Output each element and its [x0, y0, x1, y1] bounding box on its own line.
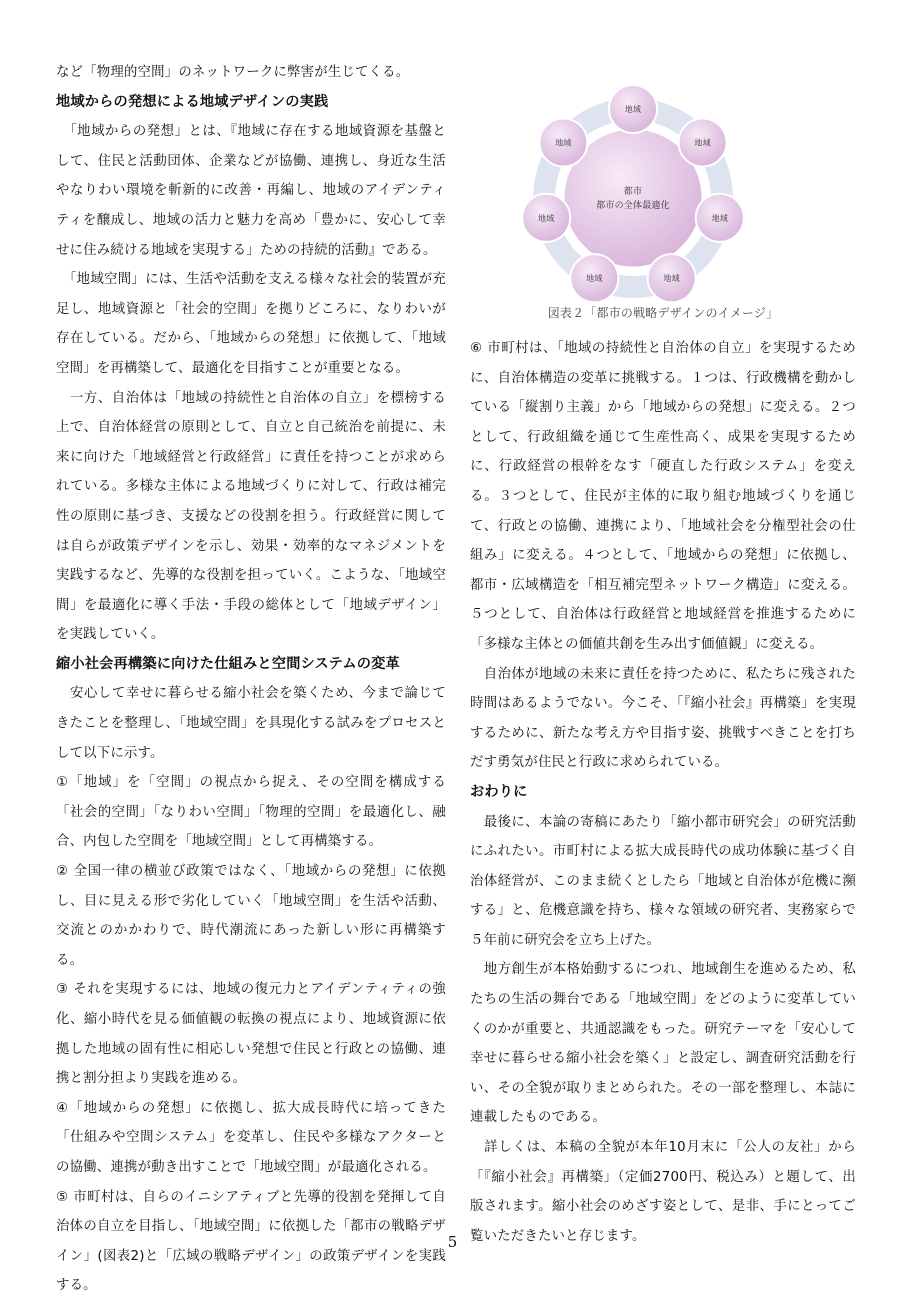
satellite-label: 地域: [663, 274, 680, 284]
paragraph: 最後に、本論の寄稿にあたり「縮小都市研究会」の研究活動にふれたい。市町村による拡大成長時代の成功体験に基づく自治体経営が、このまま続くとしたら「地域と自治体が危機に瀕する」と、危機意識を持ち、様々な領域の研究者、実務家らで５年前に研究会を立ち上げた。: [470, 814, 856, 948]
list-item: ①「地域」を「空間」の視点から捉え、その空間を構成する「社会的空間」「なりわい空間」「物理的空間」を最適化し、融合、内包した空間を「地域空間」として再構築する。: [56, 775, 446, 850]
paragraph: 「地域空間」には、生活や活動を支える様々な社会的装置が充足し、地域資源と「社会的空間」を拠りどころに、なりわいが存在している。だから、「地域からの発想」に依拠して、「地域空間」を再構築して、最適化を目指すことが重要となる。: [56, 272, 446, 376]
center-label-line2: 都市の全体最適化: [596, 201, 670, 211]
list-item: ⑤ 市町村は、自らのイニシアティブと先導的役割を発揮して自治体の自立を目指し、「地域空間」に依拠した「都市の戦略デザイン」(図表2)と「広域の戦略デザイン」の政策デザインを実践する。: [56, 1189, 446, 1294]
page-number: 5: [447, 1233, 458, 1251]
list-item: ③ それを実現するには、地域の復元力とアイデンティティの強化、縮小時代を見る価値観の転換の視点により、地域資源に依拠した地域の固有性に相応しい発想で住民と行政との協働、連携と割分担より実践を進める。: [56, 982, 446, 1087]
paragraph: 安心して幸せに暮らせる縮小社会を築くため、今まで論じてきたことを整理し、「地域空間」を具現化する試みをプロセスとして以下に示す。: [56, 686, 446, 761]
section-heading-conclusion: おわりに: [470, 783, 528, 800]
list-item: ② 全国一律の横並び政策ではなく、「地域からの発想」に依拠し、目に見える形で劣化していく「地域空間」を生活や活動、交流とのかかわりで、時代潮流にあった新しい形に再構築する。: [56, 864, 446, 968]
satellite-label: 地域: [538, 213, 555, 223]
paragraph: など「物理的空間」のネットワークに弊害が生じてくる。: [56, 65, 410, 80]
paragraph: 地方創生が本格始動するにつれ、地域創生を進めるため、私たちの生活の舞台である「地域空間」をどのように変革していくのかが重要と、共通認識をもった。研究テーマを「安心して幸せに暮らせる縮小社会を築く」と設定し、調査研究活動を行い、その全貌が取りまとめられた。その一部を整理し、本誌に連載したものである。: [470, 962, 856, 1126]
paragraph: 自治体が地域の未来に責任を持つために、私たちに残された時間はあるようでない。今こそ、「『縮小社会』再構築」を実現するために、新たな考え方や目指す姿、挑戦すべきことを打ちだす勇気が住民と行政に求められている。: [470, 666, 856, 771]
satellite-label: 地域: [555, 138, 572, 148]
section-heading-regional-design: 地域からの発想による地域デザインの実践: [56, 93, 329, 110]
paragraph: 詳しくは、本稿の全貌が本年10月末に「公人の友社」から「『縮小社会』再構築」（定価2700円、税込み）と題して、出版されます。縮小社会のめざす姿として、是非、手にとってご覧いただきたいと存じます。: [470, 1140, 856, 1244]
paragraph: 一方、自治体は「地域の持続性と自治体の自立」を標榜する上で、自治体経営の原則として、自立と自己統治を前提に、未来に向けた「地域経営と行政経営」に責任を持つことが求められている。多様な主体による地域づくりに対して、行政は補完性の原則に基づき、支援などの役割を担う。行政経営に関しては自らが政策デザインを示し、効果・効率的なマネジメントを実践するなど、先導的な役割を担っていく。こような、「地域空間」を最適化に導く手法・手段の総体として「地域デザイン」を実践していく。: [56, 390, 446, 643]
satellite-label: 地域: [586, 274, 603, 284]
figure-caption: 図表２「都市の戦略デザインのイメージ」: [547, 306, 779, 320]
paragraph: 「地域からの発想」とは、『地域に存在する地域資源を基盤として、住民と活動団体、企業などが協働、連携し、身近な生活やなりわい環境を斬新的に改善・再編し、地域のアイデンティティを醸成し、地域の活力と魅力を高め「豊かに、安心して幸せに住み続ける地域を実現する」ための持続的活動』である。: [56, 124, 446, 258]
satellite-label: 地域: [694, 138, 711, 148]
cycle-diagram: [470, 58, 856, 306]
right-column: [470, 58, 856, 1251]
paragraph: ⑥ 市町村は、「地域の持続性と自治体の自立」を実現するために、自治体構造の変革に挑戦する。１つは、行政機構を動かしている「縦割り主義」から「地域からの発想」に変える。２つとして、行政組織を通じて生産性高く、成果を実現するために、行政経営の根幹をなす「硬直した行政システム」を変える。３つとして、住民が主体的に取り組む地域づくりを通じて、行政との協働、連携により、「地域社会を分権型社会の仕組み」に変える。４つとして、「地域からの発想」に依拠し、都市・広域構造を「相互補完型ネットワーク構造」に変える。５つとして、自治体は行政経営と地域経営を推進するために「多様な主体との価値共創を生み出す価値観」に変える。: [470, 341, 856, 652]
center-label-line1: 都市: [623, 187, 643, 197]
left-column: [56, 58, 446, 1301]
satellite-label: 地域: [711, 213, 728, 223]
strategy-design-figure: [470, 58, 856, 306]
satellite-label: 地域: [624, 105, 642, 114]
list-item: ④「地域からの発想」に依拠し、拡大成長時代に培ってきた「仕組みや空間システム」を変革し、住民や多様なアクターとの協働、連携が動き出すことで「地域空間」が最適化される。: [56, 1100, 446, 1175]
section-heading-system-reform: 縮小社会再構築に向けた仕組みと空間システムの変革: [56, 655, 400, 672]
